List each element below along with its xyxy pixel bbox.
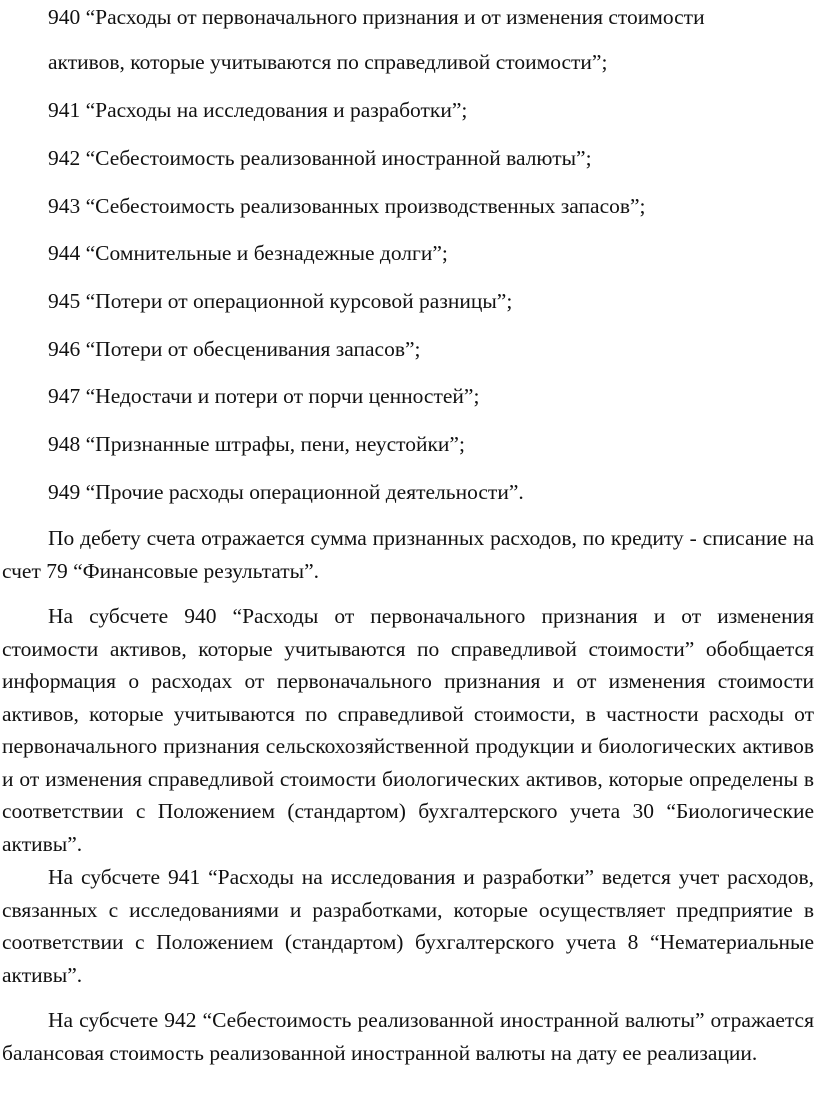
list-item: активов, которые учитываются по справедливой стоимости”; <box>48 50 608 74</box>
paragraph: По дебету счета отражается сумма признанных расходов, по кредиту - списание на счет 79 “Финансовые результаты”. <box>2 526 814 583</box>
list-item: 943 “Себестоимость реализованных производственных запасов”; <box>48 194 646 218</box>
list-item: 949 “Прочие расходы операционной деятельности”. <box>48 480 524 504</box>
list-item: 941 “Расходы на исследования и разработки”; <box>48 98 468 122</box>
list-item: 940 “Расходы от первоначального признания и от изменения стоимости <box>48 5 705 29</box>
list-item: 945 “Потери от операционной курсовой разницы”; <box>48 289 513 313</box>
list-item: 942 “Себестоимость реализованной иностранной валюты”; <box>48 146 592 170</box>
paragraph: На субсчете 941 “Расходы на исследования и разработки” ведется учет расходов, связанных с исследованиями и разработками, которые осуществляет предприятие в соответствии с Положением (стандартом) бухгалтерского учета 8 “Нематериальные активы”. <box>2 865 814 987</box>
paragraph: На субсчете 942 “Себестоимость реализованной иностранной валюты” отражается балансовая стоимость реализованной иностранной валюты на дату ее реализации. <box>2 1008 814 1065</box>
list-item: 946 “Потери от обесценивания запасов”; <box>48 337 421 361</box>
list-item: 948 “Признанные штрафы, пени, неустойки”; <box>48 432 465 456</box>
paragraph: На субсчете 940 “Расходы от первоначального признания и от изменения стоимости активов, которые учитываются по справедливой стоимости” обобщается информация о расходах от первоначального признания и от изменения стоимости активов, которые учитываются по справедливой стоимости, в частности расходы от первоначального признания сельскохозяйственной продукции и биологических активов и от изменения справедливой стоимости биологических активов, которые определены в соответствии с Положением (стандартом) бухгалтерского учета 30 “Биологические активы”. <box>2 604 814 856</box>
list-item: 944 “Сомнительные и безнадежные долги”; <box>48 241 448 265</box>
list-item: 947 “Недостачи и потери от порчи ценностей”; <box>48 384 480 408</box>
